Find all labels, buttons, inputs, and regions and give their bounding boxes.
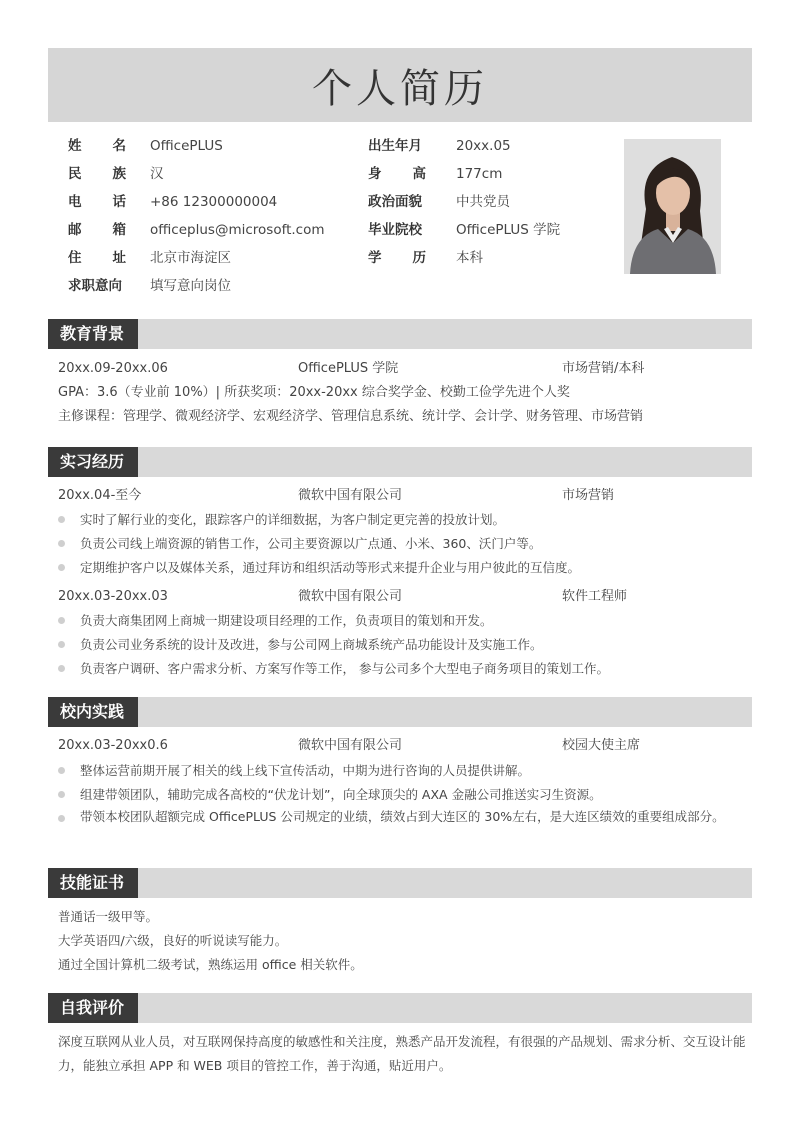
info-label: 学 历	[368, 250, 426, 266]
list-item: 组建带领团队，辅助完成各高校的“伏龙计划”，向全球顶尖的 AXA 金融公司推送实习生资源。	[80, 787, 602, 802]
info-label: 政治面貌	[368, 194, 422, 210]
job-date: 20xx.03-20xx.03	[58, 589, 168, 604]
job-role: 软件工程师	[562, 589, 628, 604]
info-label: 求职意向	[68, 278, 122, 294]
info-label: 身 高	[368, 166, 426, 182]
info-value: 本科	[456, 250, 483, 266]
info-label: 住 址	[68, 250, 126, 266]
self-evaluation-text: 深度互联网从业人员，对互联网保持高度的敏感性和关注度，熟悉产品开发流程，有很强的产品规划、需求分析、交互设计能力，能独立承担 APP 和 WEB 项目的管控工作，善于沟通，贴近用户。	[58, 1034, 746, 1073]
bullet-icon	[58, 815, 65, 822]
edu-gpa: GPA：3.6（专业前 10%）| 所获奖项：20xx-20xx 综合奖学金、校勤工俭学先进个人奖	[58, 385, 570, 400]
info-label: 民 族	[68, 166, 126, 182]
bullet-icon	[58, 791, 65, 798]
skill-item: 通过全国计算机二级考试，熟练运用 office 相关软件。	[58, 957, 363, 972]
list-item: 实时了解行业的变化，跟踪客户的详细数据，为客户制定更完善的投放计划。	[80, 512, 506, 527]
section-title: 校内实践	[48, 697, 138, 727]
section-title: 技能证书	[48, 868, 138, 898]
info-value: 北京市海淀区	[150, 250, 231, 266]
section-internship	[48, 447, 752, 477]
bullet-icon	[58, 540, 65, 547]
info-value: 中共党员	[456, 194, 510, 210]
info-value: +86 12300000004	[150, 194, 278, 210]
section-self-evaluation	[48, 993, 752, 1023]
info-label: 毕业院校	[368, 222, 422, 238]
info-value: 177cm	[456, 166, 503, 182]
info-label: 电 话	[68, 194, 126, 210]
info-label: 姓 名	[68, 138, 126, 154]
campus-role: 校园大使主席	[562, 738, 641, 753]
skill-item: 大学英语四/六级，良好的听说读写能力。	[58, 933, 288, 948]
title-bar	[48, 48, 752, 122]
job-role: 市场营销	[562, 488, 615, 503]
info-value: 汉	[150, 166, 164, 182]
bullet-icon	[58, 617, 65, 624]
info-label: 邮 箱	[68, 222, 126, 238]
list-item: 定期维护客户以及媒体关系，通过拜访和组织活动等形式来提升企业与用户彼此的互信度。	[80, 560, 581, 575]
bullet-icon	[58, 564, 65, 571]
section-title: 自我评价	[48, 993, 138, 1023]
edu-major: 市场营销/本科	[562, 361, 645, 376]
skill-item: 普通话一级甲等。	[58, 909, 159, 924]
section-campus	[48, 697, 752, 727]
info-value: officeplus@microsoft.com	[150, 222, 325, 238]
campus-company: 微软中国有限公司	[298, 738, 403, 753]
campus-date: 20xx.03-20xx0.6	[58, 738, 168, 753]
bullet-icon	[58, 767, 65, 774]
list-item: 带领本校团队超额完成 OfficePLUS 公司规定的业绩，绩效占到大连区的 30%左右，是大连区绩效的重要组成部分。	[80, 809, 725, 824]
section-skills	[48, 868, 752, 898]
list-item: 负责公司业务系统的设计及改进，参与公司网上商城系统产品功能设计及实施工作。	[80, 637, 543, 652]
job-company: 微软中国有限公司	[298, 589, 403, 604]
edu-school: OfficePLUS 学院	[298, 361, 399, 376]
edu-courses: 主修课程：管理学、微观经济学、宏观经济学、管理信息系统、统计学、会计学、财务管理、市场营销	[58, 409, 644, 424]
list-item: 整体运营前期开展了相关的线上线下宣传活动，中期为进行咨询的人员提供讲解。	[80, 763, 531, 778]
bullet-icon	[58, 665, 65, 672]
info-value: OfficePLUS 学院	[456, 222, 561, 238]
list-item: 负责公司线上端资源的销售工作，公司主要资源以广点通、小米、360、沃门户等。	[80, 536, 542, 551]
job-company: 微软中国有限公司	[298, 488, 403, 503]
info-value: OfficePLUS	[150, 138, 223, 154]
section-title: 教育背景	[48, 319, 138, 349]
list-item: 负责大商集团网上商城一期建设项目经理的工作，负责项目的策划和开发。	[80, 613, 493, 628]
job-date: 20xx.04-至今	[58, 488, 142, 503]
section-education	[48, 319, 752, 349]
portrait-icon	[624, 139, 721, 274]
section-title: 实习经历	[48, 447, 138, 477]
resume-title: 个人简历	[312, 65, 488, 112]
info-value: 20xx.05	[456, 138, 511, 154]
bullet-icon	[58, 641, 65, 648]
bullet-icon	[58, 516, 65, 523]
info-value: 填写意向岗位	[150, 278, 231, 294]
edu-date: 20xx.09-20xx.06	[58, 361, 168, 376]
list-item: 负责客户调研、客户需求分析、方案写作等工作， 参与公司多个大型电子商务项目的策划工作。	[80, 661, 609, 676]
info-label: 出生年月	[368, 138, 422, 154]
profile-photo	[624, 139, 721, 274]
